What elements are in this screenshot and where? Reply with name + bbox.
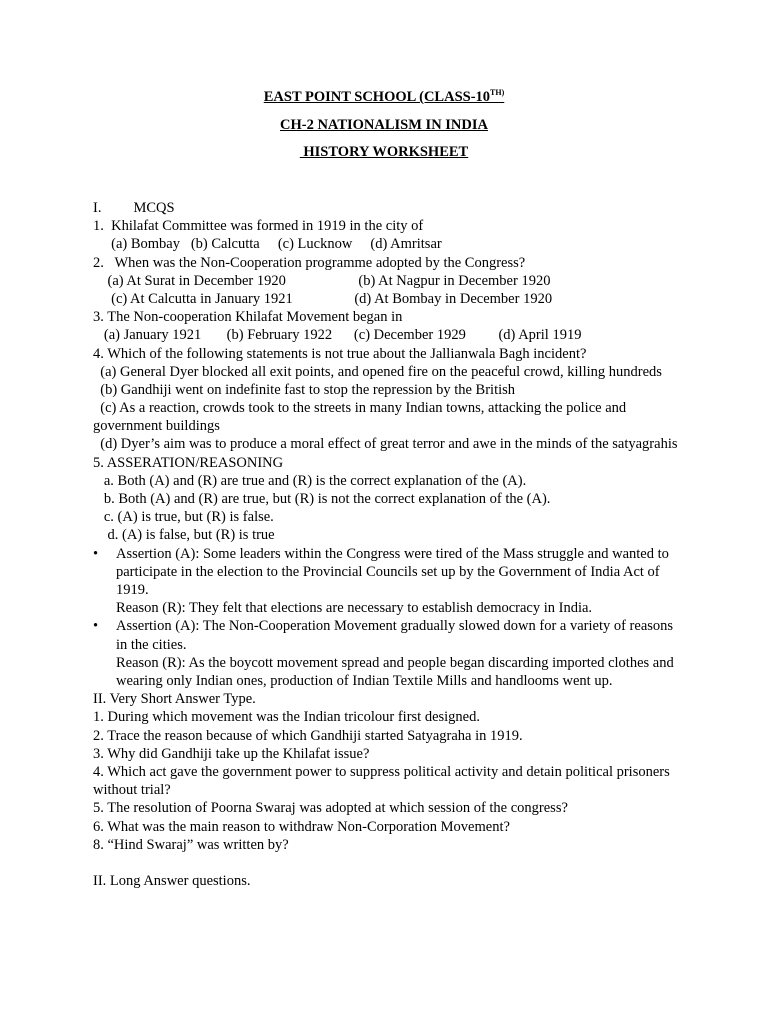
section-roman-numeral: I. [93, 200, 102, 216]
question-2-options-ab: (a) At Surat in December 1920 (b) At Nagpur in December 1920 [93, 272, 551, 289]
short-question-2: 2. Trace the reason because of which Gandhiji started Satyagraha in 1919. [93, 727, 523, 744]
short-question-8: 8. “Hind Swaraj” was written by? [93, 836, 289, 853]
section-long-answer-heading: II. Long Answer questions. [93, 873, 251, 890]
question-4-option-c: (c) As a reaction, crowds took to the streets in many Indian towns, attacking the police and government buildings [93, 400, 630, 435]
school-title-text: EAST POINT SCHOOL (CLASS-10 [263, 89, 491, 105]
section-mcqs-heading [93, 199, 683, 217]
question-5-key-d: d. (A) is false, but (R) is true [93, 527, 275, 544]
question-5-key-b: b. Both (A) and (R) are true, but (R) is not the correct explanation of the (A). [93, 491, 551, 508]
question-1-options: (a) Bombay (b) Calcutta (c) Lucknow (d) Amritsar [93, 236, 442, 253]
assertion-2: Assertion (A): The Non-Cooperation Movement gradually slowed down for a variety of reasons in the cities. [116, 618, 674, 653]
question-5-key-c: c. (A) is true, but (R) is false. [93, 509, 274, 526]
question-4-option-a: (a) General Dyer blocked all exit points, and opened fire on the peaceful crowd, killing hundreds [93, 363, 662, 380]
worksheet-body [93, 199, 683, 890]
short-question-1: 1. During which movement was the Indian tricolour first designed. [93, 709, 480, 726]
school-title [0, 88, 768, 106]
question-2-options-cd: (c) At Calcutta in January 1921 (d) At Bombay in December 1920 [93, 290, 553, 307]
assertion-reason-item-1 [93, 545, 683, 618]
question-5-key-a: a. Both (A) and (R) are true and (R) is the correct explanation of the (A). [93, 472, 527, 489]
bullet-icon: • [93, 545, 99, 562]
question-5-title: 5. ASSERATION/REASONING [93, 454, 284, 471]
bullet-icon: • [93, 618, 99, 635]
short-question-5: 5. The resolution of Poorna Swaraj was adopted at which session of the congress? [93, 800, 568, 817]
assertion-reason-item-2 [93, 617, 683, 690]
reason-2: Reason (R): As the boycott movement spread and people began discarding imported clothes and wearing only Indian ones, production of Indian Textile Mills and handlooms went up. [116, 654, 674, 690]
question-4: 4. Which of the following statements is not true about the Jallianwala Bagh incident? [93, 345, 587, 362]
school-title-superscript: TH) [490, 88, 505, 97]
question-3: 3. The Non-cooperation Khilafat Movement began in [93, 309, 403, 326]
worksheet-title: HISTORY WORKSHEET [299, 144, 469, 160]
short-question-4: 4. Which act gave the government power to suppress political activity and detain political prisoners without trial? [93, 764, 670, 799]
section-very-short-heading: II. Very Short Answer Type. [93, 691, 256, 708]
short-question-6: 6. What was the main reason to withdraw Non-Corporation Movement? [93, 818, 510, 835]
reason-1: Reason (R): They felt that elections are necessary to establish democracy in India. [116, 600, 593, 617]
question-3-options: (a) January 1921 (b) February 1922 (c) December 1929 (d) April 1919 [93, 327, 582, 344]
question-4-option-b: (b) Gandhiji went on indefinite fast to stop the repression by the British [93, 381, 516, 398]
blank-line [93, 854, 683, 872]
short-question-3: 3. Why did Gandhiji take up the Khilafat issue? [93, 745, 370, 762]
chapter-title: CH-2 NATIONALISM IN INDIA [280, 117, 488, 133]
assertion-1: Assertion (A): Some leaders within the Congress were tired of the Mass struggle and wanted to participate in the election to the Provincial Councils set up by the Government of India Act of 1919. [116, 545, 669, 599]
question-1: 1. Khilafat Committee was formed in 1919 in the city of [93, 218, 424, 235]
question-4-option-d: (d) Dyer’s aim was to produce a moral effect of great terror and awe in the minds of the satyagrahis [93, 436, 678, 453]
section-mcqs-label: MCQS [133, 200, 175, 216]
question-2: 2. When was the Non-Cooperation programme adopted by the Congress? [93, 254, 526, 271]
